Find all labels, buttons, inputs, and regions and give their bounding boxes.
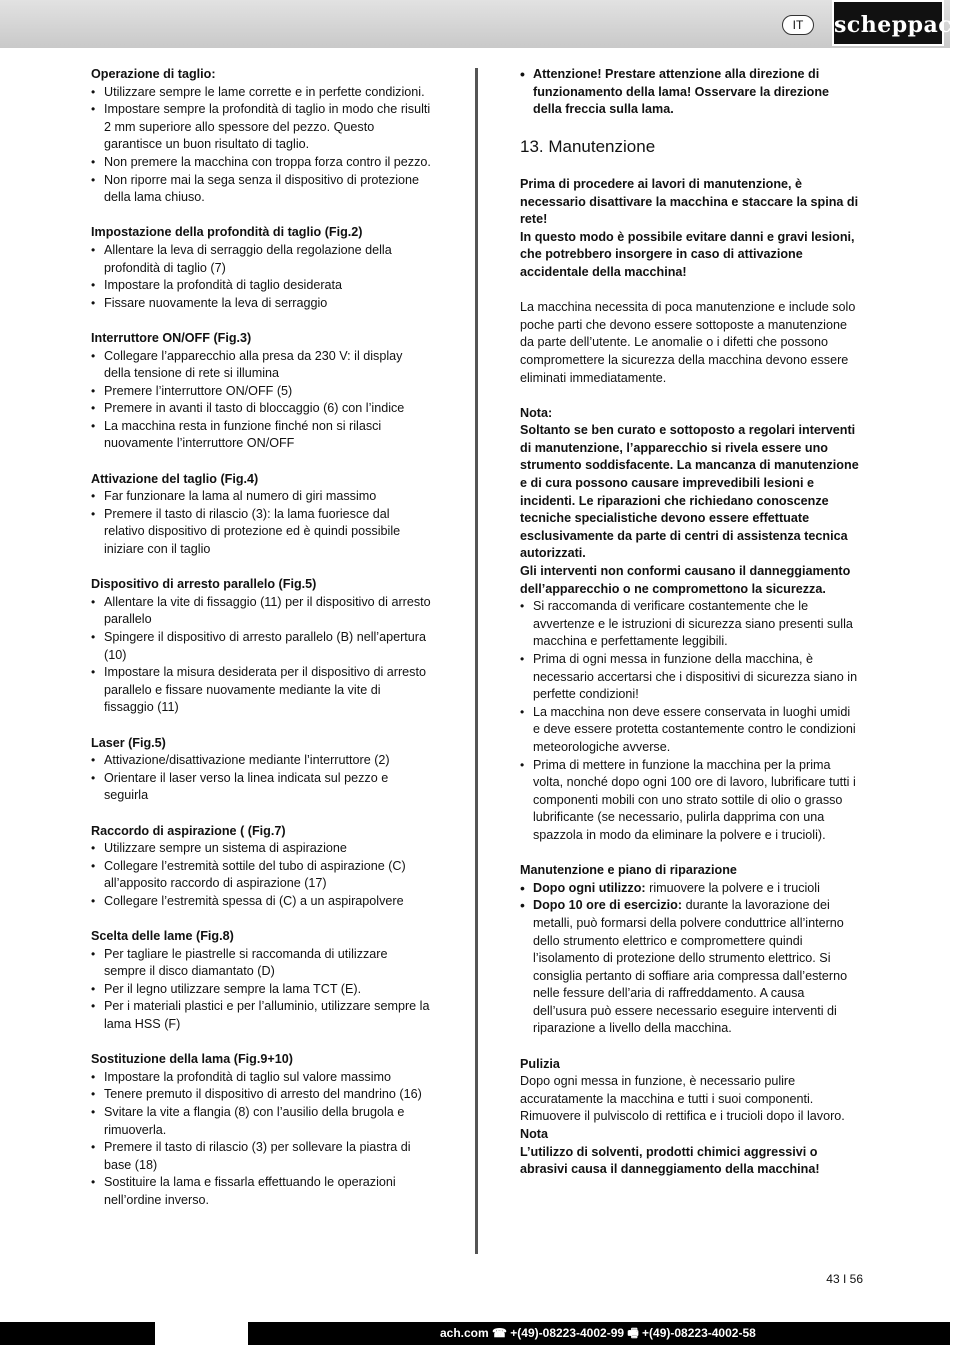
instruction-list — [91, 752, 431, 805]
list-item: • Premere l’interruttore ON/OFF (5) — [91, 383, 431, 401]
repair-label: Dopo ogni utilizzo: — [533, 880, 646, 895]
list-item: • Impostare la profondità di taglio desiderata — [91, 277, 431, 295]
repair-text: rimuovere la polvere e i trucioli — [645, 880, 820, 895]
instruction-section — [91, 928, 431, 1034]
note-text-2: Gli interventi non conformi causano il danneggiamento dell’apparecchio o ne compromettono la sicurezza. — [520, 564, 851, 596]
note2-text: L’utilizzo di solventi, prodotti chimici aggressivi o abrasivi causa il danneggiamento della macchina! — [520, 1144, 820, 1177]
list-item: • Utilizzare sempre un sistema di aspirazione — [91, 840, 431, 858]
list-item: • Collegare l’estremità spessa di (C) a un aspirapolvere — [91, 893, 431, 911]
language-badge: IT — [782, 15, 814, 35]
list-item: • Non riporre mai la sega senza il dispositivo di protezione della lama chiuso. — [91, 172, 431, 207]
maintenance-intro: La macchina necessita di poca manutenzione e include solo poche parti che devono essere sottoposte a manutenzione da parte dell’utente. Le anomalie o i difetti che possono compromettere la sicurezza della macchina devono essere eliminati immediatamente. — [520, 300, 856, 385]
instruction-list — [91, 348, 431, 454]
maintenance-warning: Prima di procedere ai lavori di manutenzione, è necessario disattivare la macchina e staccare la spina di rete! — [520, 176, 859, 227]
list-item: • Prima di ogni messa in funzione della macchina, è necessario accertarsi che i dispositivi di sicurezza siano in perfette condizioni! — [520, 651, 860, 704]
section-title: Raccordo di aspirazione ( (Fig.7) — [91, 823, 286, 838]
attention-note: • Attenzione! Prestare attenzione alla direzione di funzionamento della lama! Osservare la direzione della freccia sulla lama. — [520, 66, 860, 119]
footer-contact: ach.com ☎ +(49)-08223-4002-99 🖷 +(49)-08223-4002-58 — [440, 1326, 756, 1340]
instruction-list — [91, 946, 431, 1034]
list-item: • Premere il tasto di rilascio (3) per sollevare la piastra di base (18) — [91, 1139, 431, 1174]
instruction-section — [91, 471, 431, 559]
list-item: • Impostare la misura desiderata per il dispositivo di arresto parallelo e fissare nuovamente mediante la vite di fissaggio (11) — [91, 664, 431, 717]
list-item: • Allentare la vite di fissaggio (11) per il dispositivo di arresto parallelo — [91, 594, 431, 629]
section-title: Impostazione della profondità di taglio (Fig.2) — [91, 225, 363, 240]
list-item: • Fissare nuovamente la leva di serraggio — [91, 295, 431, 313]
list-item: • Attivazione/disattivazione mediante l’interruttore (2) — [91, 752, 431, 770]
list-item: • La macchina resta in funzione finché non si rilasci nuovamente l’interruttore ON/OFF — [91, 418, 431, 453]
instruction-section — [91, 576, 431, 717]
list-item: • Prima di mettere in funzione la macchina per la prima volta, nonché dopo ogni 100 ore di lavoro, lubrificare tutti i componenti mobili con uno strato sottile di olio o grasso lubrificante (se necessario, pulirla dapprima con una spazzola in modo da eliminare la polvere e i trucioli). — [520, 757, 860, 845]
list-item: • Allentare la leva di serraggio della regolazione della profondità di taglio (7) — [91, 242, 431, 277]
list-item: • Impostare la profondità di taglio sul valore massimo — [91, 1069, 431, 1087]
repair-text: durante la lavorazione dei metalli, può formarsi della polvere conduttrice all’interno dello strumento elettrico e compromettere quindi l’isolamento di protezione dello strumento elettrico. Si consiglia pertanto di soffiare aria compressa dall’esterno nelle fessure dell’aria di raffreddamento. A causa dell’usura può essere necessario eseguire interventi di riparazione a livello della macchina. — [533, 898, 848, 1036]
cleaning-text: Dopo ogni messa in funzione, è necessario pulire accuratamente la macchina e tutti i suoi componenti. Rimuovere il pulviscolo di rettifica e i trucioli dopo il lavoro. — [520, 1074, 845, 1124]
list-item: • Impostare sempre la profondità di taglio in modo che risulti 2 mm superiore allo spessore del pezzo. Questo garantisce un buon risultato di taglio. — [91, 101, 431, 154]
list-item: • Tenere premuto il dispositivo di arresto del mandrino (16) — [91, 1086, 431, 1104]
repair-plan-list — [520, 880, 860, 1038]
footer-gap — [155, 1322, 248, 1345]
note-text: Soltanto se ben curato e sottoposto a regolari interventi di manutenzione, l’apparecchio si rivela essere uno strumento soddisfacente. La mancanza di manutenzione e di cura possono causare imprevedibili lesioni e incidenti. Le riparazioni che richiedano conoscenze tecniche specialistiche devono essere effettuate esclusivamente da parte di centri di assistenza tecnica autorizzati. — [520, 423, 859, 561]
list-item: • Non premere la macchina con troppa forza contro il pezzo. — [91, 154, 431, 172]
instruction-section — [91, 735, 431, 805]
right-column — [520, 66, 860, 1179]
repair-plan-title: Manutenzione e piano di riparazione — [520, 863, 737, 878]
note2-label: Nota — [520, 1127, 548, 1142]
maintenance-list — [520, 598, 860, 844]
column-divider — [475, 68, 478, 1254]
section-title: Attivazione del taglio (Fig.4) — [91, 471, 259, 486]
instruction-section — [91, 330, 431, 453]
list-item: • Collegare l’estremità sottile del tubo di aspirazione (C) all’apposito raccordo di aspirazione (17) — [91, 858, 431, 893]
list-item — [520, 897, 860, 1038]
list-item — [520, 880, 860, 898]
list-item: • Orientare il laser verso la linea indicata sul pezzo e seguirla — [91, 770, 431, 805]
left-column — [91, 66, 431, 1227]
list-item: • Per il legno utilizzare sempre la lama TCT (E). — [91, 981, 431, 999]
instruction-list — [91, 840, 431, 910]
attention-list — [520, 66, 860, 119]
list-item: • Per tagliare le piastrelle si raccomanda di utilizzare sempre il disco diamantato (D) — [91, 946, 431, 981]
list-item: • Premere il tasto di rilascio (3): la lama fuoriesce dal relativo dispositivo di protezione ed è quindi possibile iniziare con il taglio — [91, 506, 431, 559]
list-item: • Premere in avanti il tasto di bloccaggio (6) con l’indice — [91, 400, 431, 418]
list-item: • Utilizzare sempre le lame corrette e in perfette condizioni. — [91, 84, 431, 102]
maintenance-warning-2: In questo modo è possibile evitare danni e gravi lesioni, che potrebbero insorgere in caso di attivazione accidentale della macchina! — [520, 229, 855, 279]
section-title: Sostituzione della lama (Fig.9+10) — [91, 1052, 293, 1067]
instruction-section — [91, 1051, 431, 1209]
instruction-section — [91, 823, 431, 911]
section-heading-maintenance: 13. Manutenzione — [520, 137, 656, 157]
instruction-list — [91, 242, 431, 312]
page-number: 43 I 56 — [826, 1272, 863, 1286]
instruction-list — [91, 84, 431, 207]
list-item: • Si raccomanda di verificare costantemente che le avvertenze e le istruzioni di sicurezza siano presenti sulla macchina e perfettamente leggibili. — [520, 598, 860, 651]
list-item: • Collegare l’apparecchio alla presa da 230 V: il display della tensione di rete si illumina — [91, 348, 431, 383]
cleaning-title: Pulizia — [520, 1056, 560, 1071]
section-title: Interruttore ON/OFF (Fig.3) — [91, 330, 252, 345]
section-title: Operazione di taglio: — [91, 67, 216, 81]
instruction-list — [91, 1069, 431, 1210]
brand-logo: scheppach — [832, 0, 944, 46]
section-title: Laser (Fig.5) — [91, 735, 166, 750]
instruction-section — [91, 224, 431, 312]
list-item: • Far funzionare la lama al numero di giri massimo — [91, 488, 431, 506]
list-item: • Sostituire la lama e fissarla effettuando le operazioni nell’ordine inverso. — [91, 1174, 431, 1209]
note-label: Nota: — [520, 405, 553, 420]
list-item: • Svitare la vite a flangia (8) con l’ausilio della brugola e rimuoverla. — [91, 1104, 431, 1139]
section-title: Scelta delle lame (Fig.8) — [91, 929, 234, 944]
instruction-section — [91, 66, 431, 207]
repair-label: Dopo 10 ore di esercizio: — [533, 898, 683, 913]
section-title: Dispositivo di arresto parallelo (Fig.5) — [91, 577, 317, 592]
list-item: • La macchina non deve essere conservata in luoghi umidi e deve essere protetta costantemente contro le condizioni meteorologiche avverse. — [520, 704, 860, 757]
list-item: • Spingere il dispositivo di arresto parallelo (B) nell’apertura (10) — [91, 629, 431, 664]
instruction-list — [91, 488, 431, 558]
list-item: • Per i materiali plastici e per l’alluminio, utilizzare sempre la lama HSS (F) — [91, 998, 431, 1033]
instruction-list — [91, 594, 431, 717]
